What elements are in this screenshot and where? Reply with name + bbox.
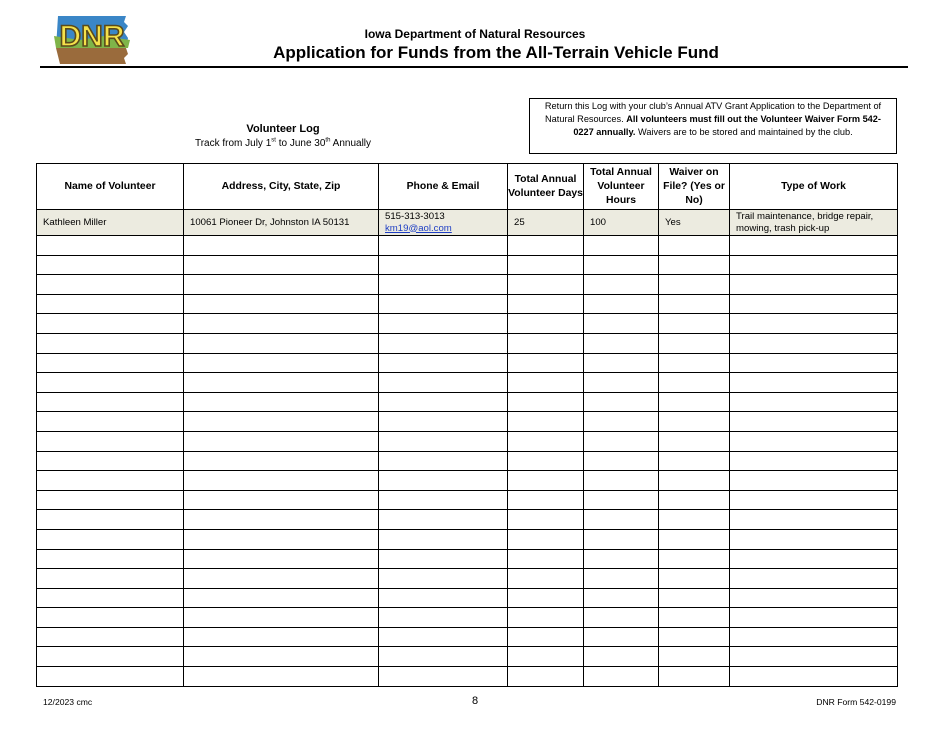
column-header: Total Annual Volunteer Days	[508, 164, 584, 210]
table-cell[interactable]	[730, 431, 898, 451]
table-cell[interactable]	[659, 490, 730, 510]
table-row	[37, 471, 898, 491]
table-cell[interactable]	[508, 392, 584, 412]
table-cell[interactable]	[37, 588, 184, 608]
table-cell[interactable]	[659, 412, 730, 432]
table-cell[interactable]	[184, 529, 379, 549]
table-cell[interactable]	[659, 314, 730, 334]
table-cell[interactable]	[37, 490, 184, 510]
table-row	[37, 294, 898, 314]
cell-address[interactable]: 10061 Pioneer Dr, Johnston IA 50131	[184, 210, 379, 236]
table-cell[interactable]	[379, 255, 508, 275]
table-cell[interactable]	[379, 314, 508, 334]
cell-hours[interactable]: 100	[584, 210, 659, 236]
table-cell[interactable]	[508, 373, 584, 393]
table-row	[37, 510, 898, 530]
table-row	[37, 412, 898, 432]
page-number: 8	[471, 695, 479, 707]
table-cell[interactable]	[379, 275, 508, 295]
table-cell[interactable]	[184, 314, 379, 334]
column-header: Address, City, State, Zip	[184, 164, 379, 210]
table-cell[interactable]	[184, 392, 379, 412]
table-cell[interactable]	[659, 255, 730, 275]
table-cell[interactable]	[184, 294, 379, 314]
table-cell[interactable]	[584, 333, 659, 353]
table-cell[interactable]	[584, 490, 659, 510]
table-cell[interactable]	[584, 294, 659, 314]
table-cell[interactable]	[659, 275, 730, 295]
table-cell[interactable]	[584, 549, 659, 569]
column-header: Total Annual Volunteer Hours	[584, 164, 659, 210]
table-cell[interactable]	[584, 647, 659, 667]
table-cell[interactable]	[584, 627, 659, 647]
table-cell[interactable]	[508, 627, 584, 647]
table-cell[interactable]	[508, 451, 584, 471]
table-row	[37, 608, 898, 628]
table-row	[37, 431, 898, 451]
table-row	[37, 667, 898, 687]
table-cell[interactable]	[659, 333, 730, 353]
table-cell[interactable]	[37, 471, 184, 491]
table-cell[interactable]	[184, 373, 379, 393]
table-cell[interactable]	[659, 627, 730, 647]
table-cell[interactable]	[730, 451, 898, 471]
table-cell[interactable]	[730, 255, 898, 275]
table-cell[interactable]	[508, 510, 584, 530]
table-cell[interactable]	[379, 333, 508, 353]
table-cell[interactable]	[508, 255, 584, 275]
table-cell[interactable]	[184, 608, 379, 628]
table-cell[interactable]	[37, 412, 184, 432]
table-cell[interactable]	[584, 529, 659, 549]
log-tracking-period: Track from July 1st to June 30th Annually	[194, 137, 372, 149]
table-cell[interactable]	[37, 529, 184, 549]
table-cell[interactable]	[37, 392, 184, 412]
table-cell[interactable]	[584, 588, 659, 608]
table-cell[interactable]	[508, 353, 584, 373]
table-cell[interactable]	[379, 412, 508, 432]
table-cell[interactable]	[379, 529, 508, 549]
instructions-notice: Return this Log with your club’s Annual ATV Grant Application to the Department of Natural Resources. All volunteers must fill out the Volunteer Waiver Form 542-0227 annually. Waivers are to be stored and maintained by the club.	[529, 98, 897, 154]
header-divider	[40, 66, 908, 68]
cell-work[interactable]: Trail maintenance, bridge repair, mowing, trash pick-up	[730, 210, 898, 236]
column-header: Waiver on File? (Yes or No)	[659, 164, 730, 210]
table-cell[interactable]	[37, 275, 184, 295]
table-cell[interactable]	[37, 314, 184, 334]
table-cell[interactable]	[37, 549, 184, 569]
cell-name[interactable]: Kathleen Miller	[37, 210, 184, 236]
table-cell[interactable]	[184, 353, 379, 373]
table-cell[interactable]	[659, 529, 730, 549]
table-cell[interactable]	[37, 333, 184, 353]
table-cell[interactable]	[584, 373, 659, 393]
table-cell[interactable]	[659, 647, 730, 667]
table-cell[interactable]	[184, 431, 379, 451]
svg-text:DNR: DNR	[59, 20, 125, 53]
table-cell[interactable]	[730, 275, 898, 295]
table-cell[interactable]	[508, 647, 584, 667]
table-cell[interactable]	[508, 412, 584, 432]
table-row	[37, 275, 898, 295]
table-cell[interactable]	[508, 275, 584, 295]
table-cell[interactable]	[730, 392, 898, 412]
page-title: Application for Funds from the All-Terrain Vehicle Fund	[273, 43, 719, 62]
table-cell[interactable]	[37, 353, 184, 373]
table-cell[interactable]	[379, 471, 508, 491]
table-cell[interactable]	[730, 236, 898, 256]
table-cell[interactable]	[730, 569, 898, 589]
table-cell[interactable]	[379, 294, 508, 314]
table-cell[interactable]	[508, 569, 584, 589]
table-cell[interactable]	[730, 667, 898, 687]
table-cell[interactable]	[659, 373, 730, 393]
log-heading: Volunteer Log	[246, 123, 320, 135]
table-row	[37, 373, 898, 393]
table-cell[interactable]	[730, 627, 898, 647]
footer-revision: 12/2023 cmc	[43, 697, 93, 707]
table-cell[interactable]	[37, 569, 184, 589]
table-cell[interactable]	[659, 608, 730, 628]
table-cell[interactable]	[584, 608, 659, 628]
table-cell[interactable]	[508, 667, 584, 687]
table-cell[interactable]	[184, 569, 379, 589]
table-cell[interactable]	[730, 333, 898, 353]
table-cell[interactable]	[584, 314, 659, 334]
column-header: Name of Volunteer	[37, 164, 184, 210]
table-cell[interactable]	[659, 510, 730, 530]
table-cell[interactable]	[659, 549, 730, 569]
table-cell[interactable]	[37, 451, 184, 471]
form-number: DNR Form 542-0199	[816, 697, 896, 707]
table-cell[interactable]	[379, 490, 508, 510]
table-row	[37, 314, 898, 334]
table-cell[interactable]	[379, 431, 508, 451]
table-row	[37, 549, 898, 569]
table-cell[interactable]	[37, 627, 184, 647]
table-cell[interactable]	[730, 412, 898, 432]
table-cell[interactable]	[584, 236, 659, 256]
table-cell[interactable]	[379, 667, 508, 687]
table-cell[interactable]	[508, 314, 584, 334]
table-cell[interactable]	[508, 529, 584, 549]
volunteer-log-table	[36, 163, 898, 687]
table-cell[interactable]	[508, 333, 584, 353]
table-cell[interactable]	[184, 627, 379, 647]
column-header: Phone & Email	[379, 164, 508, 210]
table-cell[interactable]	[379, 353, 508, 373]
table-cell[interactable]	[584, 569, 659, 589]
table-cell[interactable]	[184, 667, 379, 687]
table-cell[interactable]	[184, 588, 379, 608]
table-cell[interactable]	[379, 236, 508, 256]
table-cell[interactable]	[584, 451, 659, 471]
table-cell[interactable]	[508, 236, 584, 256]
table-cell[interactable]	[508, 490, 584, 510]
phone-value: 515-313-3013	[385, 210, 445, 222]
table-cell[interactable]	[730, 490, 898, 510]
table-cell[interactable]	[379, 549, 508, 569]
table-cell[interactable]	[184, 275, 379, 295]
table-cell[interactable]	[184, 412, 379, 432]
table-cell[interactable]	[659, 588, 730, 608]
table-cell[interactable]	[730, 608, 898, 628]
table-cell[interactable]	[584, 412, 659, 432]
table-row	[37, 569, 898, 589]
table-cell[interactable]	[508, 549, 584, 569]
table-cell[interactable]	[584, 471, 659, 491]
agency-name: Iowa Department of Natural Resources	[364, 27, 586, 41]
table-cell[interactable]	[37, 667, 184, 687]
table-cell[interactable]	[379, 627, 508, 647]
table-cell[interactable]	[508, 471, 584, 491]
table-cell[interactable]	[659, 431, 730, 451]
table-cell[interactable]	[584, 431, 659, 451]
table-cell[interactable]	[730, 294, 898, 314]
table-row	[37, 529, 898, 549]
table-cell[interactable]	[584, 510, 659, 530]
table-cell[interactable]	[37, 373, 184, 393]
table-cell[interactable]	[659, 294, 730, 314]
table-row	[37, 392, 898, 412]
table-cell[interactable]	[184, 236, 379, 256]
table-cell[interactable]	[659, 667, 730, 687]
table-cell[interactable]	[730, 588, 898, 608]
table-cell[interactable]	[184, 333, 379, 353]
table-cell[interactable]	[37, 255, 184, 275]
table-cell[interactable]	[184, 647, 379, 667]
table-cell[interactable]	[37, 510, 184, 530]
table-cell[interactable]	[37, 236, 184, 256]
column-header: Type of Work	[730, 164, 898, 210]
table-row	[37, 255, 898, 275]
table-cell[interactable]	[659, 236, 730, 256]
table-cell[interactable]	[508, 431, 584, 451]
table-cell[interactable]	[584, 255, 659, 275]
table-row	[37, 588, 898, 608]
table-cell[interactable]	[659, 392, 730, 412]
table-cell[interactable]	[508, 608, 584, 628]
table-cell[interactable]	[730, 510, 898, 530]
table-cell[interactable]	[659, 451, 730, 471]
table-cell[interactable]	[379, 647, 508, 667]
table-cell[interactable]	[730, 647, 898, 667]
table-cell[interactable]	[659, 353, 730, 373]
table-cell[interactable]	[730, 314, 898, 334]
table-cell[interactable]	[184, 471, 379, 491]
table-cell[interactable]	[379, 608, 508, 628]
table-cell[interactable]	[584, 353, 659, 373]
table-cell[interactable]	[379, 569, 508, 589]
table-row	[37, 627, 898, 647]
table-cell[interactable]	[584, 392, 659, 412]
table-row	[37, 451, 898, 471]
table-cell[interactable]	[584, 667, 659, 687]
table-row	[37, 236, 898, 256]
cell-days[interactable]: 25	[508, 210, 584, 236]
table-cell[interactable]	[730, 373, 898, 393]
table-row	[37, 333, 898, 353]
cell-phone-email[interactable]	[379, 210, 508, 236]
table-row	[37, 647, 898, 667]
table-cell[interactable]	[37, 608, 184, 628]
example-row	[37, 210, 898, 236]
table-cell[interactable]	[379, 392, 508, 412]
table-cell[interactable]	[508, 294, 584, 314]
table-cell[interactable]	[184, 490, 379, 510]
table-cell[interactable]	[37, 647, 184, 667]
table-cell[interactable]	[584, 275, 659, 295]
table-cell[interactable]	[730, 353, 898, 373]
table-row	[37, 490, 898, 510]
email-link[interactable]: km19@aol.com	[385, 222, 452, 234]
table-cell[interactable]	[184, 549, 379, 569]
table-cell[interactable]	[379, 451, 508, 471]
table-cell[interactable]	[184, 451, 379, 471]
table-cell[interactable]	[379, 373, 508, 393]
table-cell[interactable]	[379, 588, 508, 608]
table-row	[37, 353, 898, 373]
table-cell[interactable]	[730, 471, 898, 491]
table-cell[interactable]	[184, 510, 379, 530]
table-cell[interactable]	[379, 510, 508, 530]
table-cell[interactable]	[37, 431, 184, 451]
table-cell[interactable]	[730, 549, 898, 569]
table-cell[interactable]	[730, 529, 898, 549]
table-cell[interactable]	[37, 294, 184, 314]
table-cell[interactable]	[659, 569, 730, 589]
table-cell[interactable]	[184, 255, 379, 275]
table-cell[interactable]	[508, 588, 584, 608]
table-header-row	[37, 164, 898, 210]
table-cell[interactable]	[659, 471, 730, 491]
cell-waiver[interactable]: Yes	[659, 210, 730, 236]
